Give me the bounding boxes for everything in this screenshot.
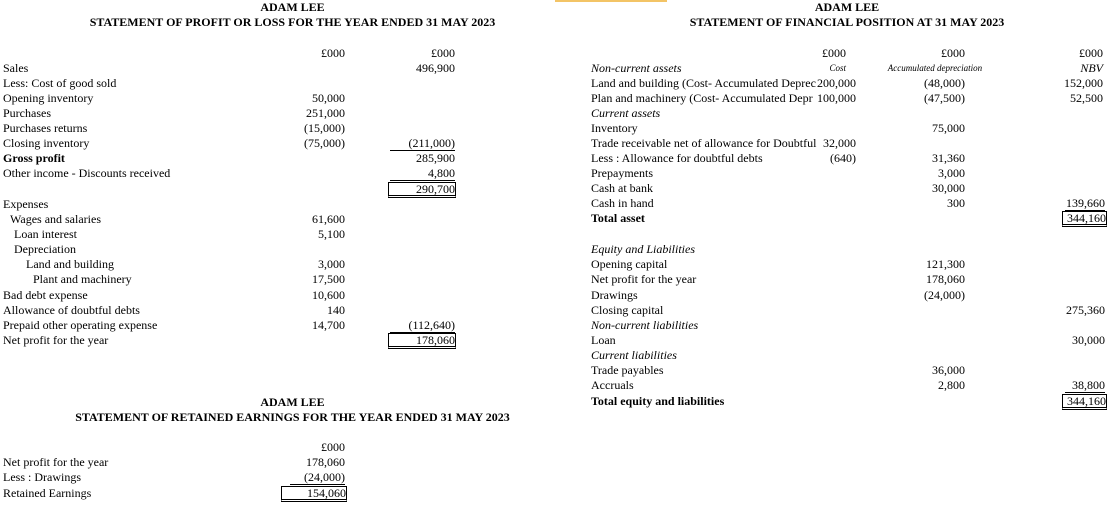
pl-wages-value: 61,600 (312, 212, 345, 226)
pl-sales-label: Sales (3, 61, 29, 75)
pl-gross-profit-label: Gross profit (3, 151, 65, 165)
pl-purchases-value: 251,000 (306, 106, 345, 120)
fp-closing-capital-label: Closing capital (591, 303, 664, 317)
re-retained-label: Retained Earnings (3, 486, 92, 500)
fp-col-head-1: £000 (822, 46, 846, 60)
fp-opening-capital-label: Opening capital (591, 257, 668, 271)
pl-net-profit-value: 178,060 (388, 333, 456, 349)
pl-prepaid-label: Prepaid other operating expense (3, 318, 158, 332)
pl-wages-label: Wages and salaries (10, 212, 101, 226)
fp-drawings-value: (24,000) (924, 288, 965, 302)
pl-land-building-value: 3,000 (318, 257, 345, 271)
fp-land-nbv: 152,000 (1064, 76, 1103, 90)
fp-inventory-value: 75,000 (932, 121, 965, 135)
pl-sales-value: 496,900 (416, 61, 455, 75)
pl-allowance-value: 140 (327, 303, 345, 317)
pl-opening-inventory-value: 50,000 (312, 91, 345, 105)
fp-allowance-value: (640) (830, 151, 856, 165)
fp-company: ADAM LEE (814, 0, 880, 14)
pl-col-head-1: £000 (321, 46, 345, 60)
fp-trade-payables-label: Trade payables (591, 363, 664, 377)
pl-col-head-2: £000 (431, 46, 455, 60)
pl-loan-interest-value: 5,100 (318, 227, 345, 241)
pl-subtotal-value: 290,700 (388, 182, 456, 198)
fp-inventory-label: Inventory (591, 121, 638, 135)
re-col-head: £000 (321, 440, 345, 454)
fp-sub-head-cost: Cost (829, 63, 846, 73)
fp-current-assets-total: 139,660 (1066, 196, 1105, 210)
fp-plant-cost: 100,000 (817, 91, 856, 105)
re-drawings-value: (24,000) (290, 470, 345, 485)
pl-closing-inventory-label: Closing inventory (3, 136, 90, 150)
fp-land-dep: (48,000) (924, 76, 965, 90)
re-company: ADAM LEE (260, 395, 325, 409)
fp-total-asset-value: 344,160 (1062, 211, 1107, 227)
fp-total-asset-label: Total asset (591, 211, 645, 225)
re-retained-value: 154,060 (281, 486, 347, 502)
pl-cogs-total: (211,000) (390, 136, 455, 151)
pl-less-cogs-label: Less: Cost of good sold (3, 76, 117, 90)
re-net-profit-label: Net profit for the year (3, 455, 109, 469)
fp-trade-payables-value: 36,000 (932, 363, 965, 377)
pl-purchases-label: Purchases (3, 106, 51, 120)
pl-loan-interest-label: Loan interest (14, 227, 77, 241)
pl-expenses-total: (112,640) (390, 318, 455, 333)
fp-cl-head: Current liabilities (591, 348, 677, 362)
pl-bad-debt-value: 10,600 (312, 288, 345, 302)
fp-ca-head: Current assets (591, 106, 661, 120)
pl-purchases-returns-value: (15,000) (304, 121, 345, 135)
fp-total-eq-liab-value: 344,160 (1062, 394, 1107, 410)
re-drawings-label: Less : Drawings (3, 470, 81, 484)
pl-net-profit-label: Net profit for the year (3, 333, 109, 347)
pl-plant-machinery-value: 17,500 (312, 272, 345, 286)
pl-bad-debt-label: Bad debt expense (3, 288, 88, 302)
fp-col-head-3: £000 (1079, 46, 1103, 60)
pl-prepaid-value: 14,700 (312, 318, 345, 332)
fp-current-liabilities-total: 38,800 (1065, 378, 1105, 393)
fp-closing-capital-value: 275,360 (1066, 303, 1105, 317)
pl-gross-profit-value: 285,900 (416, 151, 455, 165)
fp-col-head-2: £000 (941, 46, 965, 60)
fp-cash-bank-value: 30,000 (932, 181, 965, 195)
fp-eq-head: Equity and Liabilities (591, 242, 695, 256)
re-title: STATEMENT OF RETAINED EARNINGS FOR THE YEAR ENDED 31 MAY 2023 (75, 410, 510, 424)
fp-prepayments-value: 3,000 (938, 166, 965, 180)
fp-net-profit-label: Net profit for the year (591, 272, 697, 286)
fp-loan-value: 30,000 (1072, 333, 1105, 347)
fp-cash-hand-label: Cash in hand (591, 196, 654, 210)
pl-purchases-returns-label: Purchases returns (3, 121, 88, 135)
pl-closing-inventory-value: (75,000) (304, 136, 345, 150)
fp-drawings-label: Drawings (591, 288, 638, 302)
fp-land-cost: 200,000 (817, 76, 856, 90)
fp-trade-receivable-value: 32,000 (823, 136, 856, 150)
fp-title: STATEMENT OF FINANCIAL POSITION AT 31 MAY 2023 (689, 15, 1005, 29)
fp-cash-hand-value: 300 (947, 196, 965, 210)
pl-depreciation-label: Depreciation (14, 242, 76, 256)
fp-opening-capital-value: 121,300 (926, 257, 965, 271)
fp-plant-dep: (47,500) (924, 91, 965, 105)
fp-plant-nbv: 52,500 (1070, 91, 1103, 105)
fp-net-profit-value: 178,060 (926, 272, 965, 286)
fp-prepayments-label: Prepayments (591, 166, 653, 180)
fp-sub-head-nbv: NBV (1080, 61, 1103, 75)
fp-loan-label: Loan (591, 333, 616, 347)
fp-cash-bank-label: Cash at bank (591, 181, 653, 195)
pl-title: STATEMENT OF PROFIT OR LOSS FOR THE YEAR ENDED 31 MAY 2023 (89, 15, 496, 29)
pl-land-building-label: Land and building (26, 257, 114, 271)
pl-expenses-label: Expenses (3, 197, 49, 211)
pl-company: ADAM LEE (260, 0, 325, 14)
fp-receivable-net-value: 31,360 (932, 151, 965, 165)
fp-total-eq-liab-label: Total equity and liabilities (591, 394, 725, 408)
fp-allowance-label: Less : Allowance for doubtful debts (591, 151, 763, 165)
fp-trade-receivable-label: Trade receivable net of allowance for Doubtful (591, 136, 817, 150)
pl-plant-machinery-label: Plant and machinery (33, 272, 132, 286)
fp-sub-head-accum-dep: Accumulated depreciation (887, 63, 983, 73)
pl-allowance-label: Allowance of doubtful debts (3, 303, 140, 317)
fp-accruals-label: Accruals (591, 378, 634, 392)
pl-other-income-value: 4,800 (390, 166, 455, 181)
re-net-profit-value: 178,060 (306, 455, 345, 469)
fp-nca-head: Non-current assets (591, 61, 682, 75)
fp-accruals-value: 2,800 (938, 378, 965, 392)
fp-plant-label: Plan and machinery (Cost- Accumulated Depr (591, 91, 813, 105)
fp-land-label: Land and building (Cost- Accumulated Deprec (591, 76, 816, 90)
pl-opening-inventory-label: Opening inventory (3, 91, 94, 105)
pl-other-income-label: Other income - Discounts received (3, 166, 171, 180)
fp-ncl-head: Non-current liabilities (591, 318, 699, 332)
